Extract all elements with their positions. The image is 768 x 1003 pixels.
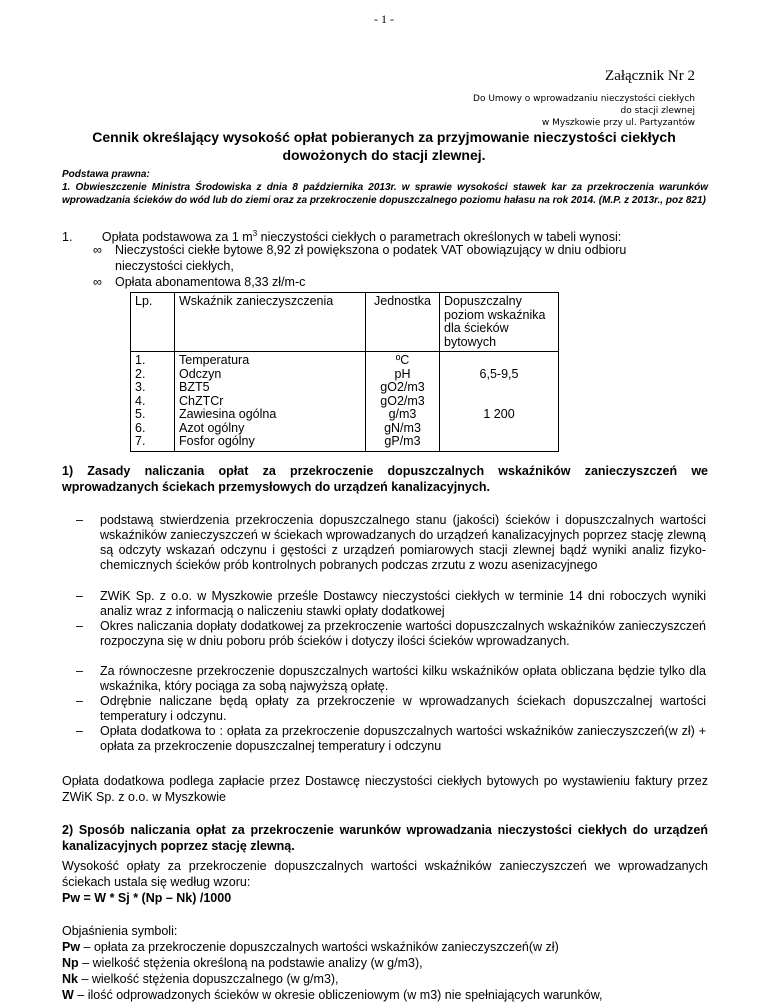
annex-line-2: do stacji zlewnej: [620, 106, 695, 116]
header-lp: Lp.: [131, 293, 175, 352]
bullet-item: ∞ Nieczystości ciekłe bytowe 8,92 zł powiększona o podatek VAT obowiązujący w dniu odbioru nieczystości ciekłych,: [93, 243, 627, 273]
payment-note: Opłata dodatkowa podlega zapłacie przez Dostawcę nieczystości ciekłych bytowych po wystawieniu faktury przez ZWiK Sp. z o.o. w Myszkowie: [62, 774, 708, 804]
symbol-line: W – ilość odprowadzonych ścieków w okresie obliczeniowym (w m3) nie spełniających warunków,: [62, 988, 603, 1002]
section-1-intro: 1. Opłata podstawowa za 1 $m^3$ nieczystości ciekłych o parametrach określonych w tabeli wynosi:: [62, 229, 622, 245]
header-unit: Jednostka: [366, 293, 440, 352]
unit-column: ºC pH gO2/m3 gO2/m3 g/m3 gN/m3 gP/m3: [366, 352, 440, 452]
annex-line-3: w Myszkowie przy ul. Partyzantów: [541, 118, 695, 128]
pollution-table: [130, 292, 559, 452]
rule-item: – ZWiK Sp. z o.o. w Myszkowie prześle Dostawcy nieczystości ciekłych w terminie 14 dni roboczych wyniki analiz wraz z informacją o naliczeniu stawki opłaty dodatkowej: [76, 589, 706, 618]
bullet-item: ∞ Opłata abonamentowa 8,33 zł/m-c: [93, 275, 306, 289]
legal-basis-text: 1. Obwieszczenie Ministra Środowiska z dnia 8 października 2013r. w sprawie wysokości stawek kar za przekroczenia warunków wprowadzania ścieków do wód lub do ziemi oraz za przekroczenie dopuszczalnego poziomu hałasu na rok 2014. (M.P. z 2013r., poz 821): [62, 182, 708, 206]
annex-title: Załącznik Nr 2: [605, 68, 695, 84]
legal-basis-heading: Podstawa prawna:: [62, 169, 150, 180]
infinity-bullet-icon: ∞: [93, 275, 102, 289]
symbol-line: Nk – wielkość stężenia dopuszczalnego (w g/m3),: [62, 972, 339, 986]
rule-item: – Za równoczesne przekroczenie dopuszczalnych wartości kilku wskaźników opłata obliczana będzie tylko dla wskaźnika, który pociąga za sobą najwyższą opłatę.: [76, 664, 706, 693]
document-title: Cennik określający wysokość opłat pobieranych za przyjmowanie nieczystości ciekłych dowożonych do stacji zlewnej.: [92, 129, 676, 163]
indicator-column: Temperatura Odczyn BZT5 ChZTCr Zawiesina ogólna Azot ogólny Fosfor ogólny: [175, 352, 366, 452]
lp-column: 1. 2. 3. 4. 5. 6. 7.: [131, 352, 175, 452]
rule-item: – Opłata dodatkowa to : opłata za przekroczenie dopuszczalnych wartości wskaźników zanieczyszczeń(w zł) + opłata za przekroczenie dopuszczalnej temperatury i odczynu: [76, 724, 706, 753]
method-heading: 2) Sposób naliczania opłat za przekroczenie warunków wprowadzania nieczystości ciekłych do urządzeń kanalizacyjnych poprzez stację zlewną.: [62, 823, 708, 853]
rules-heading: 1) Zasady naliczania opłat za przekroczenie dopuszczalnych wskaźników zanieczyszczeń we wprowadzanych ściekach przemysłowych do urządzeń kanalizacyjnych.: [62, 464, 708, 494]
table-body-row: [131, 352, 559, 452]
rule-item: – Odrębnie naliczane będą opłaty za przekroczenie w wprowadzanych ściekach dopuszczalnej wartości temperatury i odczynu.: [76, 694, 706, 723]
symbols-heading: Objaśnienia symboli:: [62, 924, 178, 938]
limit-column: 6,5-9,5 1 200: [440, 352, 559, 452]
table-header-row: [131, 293, 559, 352]
rule-item: – podstawą stwierdzenia przekroczenia dopuszczalnego stanu (jakości) ścieków i dopuszczalnych wartości wskaźników zanieczyszczeń w ściekach wprowadzanych do urządzeń kanalizacyjnych poprzez stację zlewną są odczyty wskazań odczynu i gęstości z urządzeń pomiarowych stacji zlewnej bądź wyniki analiz fizyko-chemicznych ścieków prób kontrolnych pobranych podczas zrzutu z wozu asenizacyjnego: [76, 513, 706, 572]
method-text: Wysokość opłaty za przekroczenie dopuszczalnych wartości wskaźników zanieczyszczeń we wprowadzanych ściekach ustala się według wzoru:: [62, 859, 708, 889]
symbol-line: Pw – opłata za przekroczenie dopuszczalnych wartości wskaźników zanieczyszczeń(w zł): [62, 940, 559, 954]
legal-basis: [62, 168, 708, 207]
header-indicator: Wskaźnik zanieczyszczenia: [175, 293, 366, 352]
annex-line-1: Do Umowy o wprowadzaniu nieczystości ciekłych: [473, 94, 695, 104]
symbol-line: Np – wielkość stężenia określoną na podstawie analizy (w g/m3),: [62, 956, 423, 970]
page-number: - 1 -: [374, 12, 394, 26]
rule-item: – Okres naliczania dopłaty dodatkowej za przekroczenie wartości dopuszczalnych wskaźników zanieczyszczeń rozpoczyna się w dniu poboru prób ścieków i dotyczy ilości ścieków wprowadzanych.: [76, 619, 706, 648]
formula: Pw = W * Sj * (Np – Nk) /1000: [62, 891, 232, 905]
header-limit: Dopuszczalny poziom wskaźnika dla ścieków bytowych: [440, 293, 559, 352]
infinity-bullet-icon: ∞: [93, 243, 102, 257]
